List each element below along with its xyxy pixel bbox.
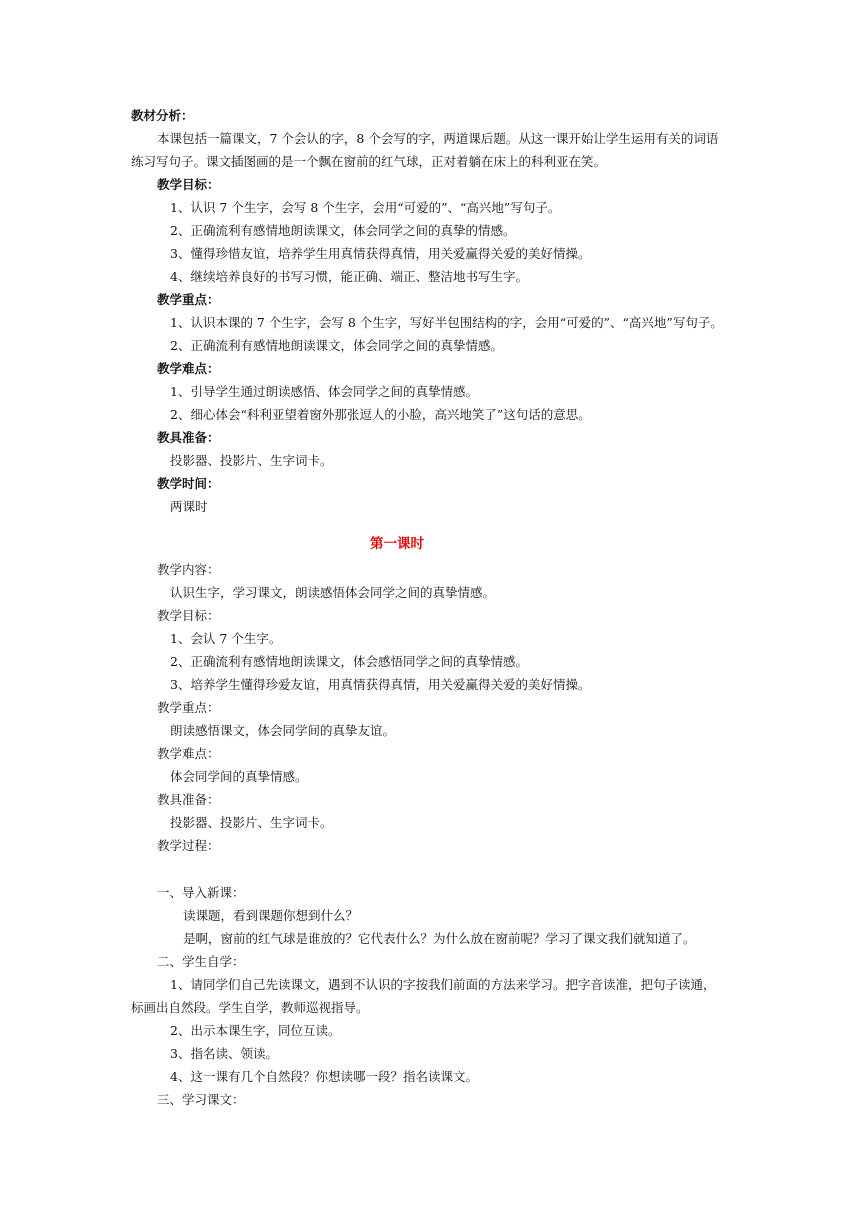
goal-item: 1、认识 7 个生字，会写 8 个生字，会用“可爱的”、“高兴地”写句子。 [170,200,561,215]
materials-heading: 教具准备： [157,430,220,445]
process-step2-item: 1、请同学们自己先读课文，遇到不认识的字按我们前面的方法来学习。把字音读准，把句子读通， [170,977,716,992]
lesson1-difficulty-text: 体会同学间的真挚情感。 [170,769,308,784]
lesson1-difficulty-heading: 教学难点： [157,746,220,761]
lesson1-process-heading: 教学过程： [157,838,220,853]
difficulty-item: 1、引导学生通过朗读感悟、体会同学之间的真挚情感。 [170,384,478,399]
lesson1-materials-heading: 教具准备： [157,792,220,807]
lesson1-content-heading: 教学内容： [157,562,220,577]
lesson1-key-heading: 教学重点： [157,700,220,715]
lesson1-materials-text: 投影器、投影片、生字词卡。 [170,815,333,830]
analysis-paragraph-line: 本课包括一篇课文，7 个会认的字，8 个会写的字，两道课后题。从这一课开始让学生运用有关的词语 [157,131,719,146]
lesson1-goals-heading: 教学目标： [157,608,220,623]
process-step2-item: 3、指名读、领读。 [170,1046,278,1061]
analysis-heading: 教材分析： [131,108,194,123]
goal-item: 4、继续培养良好的书写习惯，能正确、端正、整洁地书写生字。 [170,269,528,284]
key-point-item: 1、认识本课的 7 个生字，会写 8 个生字，写好半包围结构的字，会用“可爱的”、“高兴地”写句子。 [170,315,723,330]
materials-text: 投影器、投影片、生字词卡。 [170,453,333,468]
process-step3-heading: 三、学习课文： [157,1092,245,1107]
difficulty-item: 2、细心体会“科利亚望着窗外那张逗人的小脸，高兴地笑了”这句话的意思。 [170,407,591,422]
process-step2-item: 4、这一课有几个自然段？你想读哪一段？指名读课文。 [170,1069,478,1084]
key-points-heading: 教学重点： [157,292,220,307]
time-text: 两课时 [170,499,208,514]
key-point-item: 2、正确流利有感情地朗读课文，体会同学之间的真挚情感。 [170,338,503,353]
lesson1-goal-item: 3、培养学生懂得珍爱友谊，用真情获得真情，用关爱赢得关爱的美好情操。 [170,677,591,692]
goal-item: 2、正确流利有感情地朗读课文，体会同学之间的真挚的情感。 [170,223,516,238]
lesson1-title: 第一课时 [370,536,424,552]
process-step2-heading: 二、学生自学： [157,954,245,969]
process-step1-line: 读课题，看到课题你想到什么？ [183,908,359,923]
analysis-paragraph-line: 练习写句子。课文插图画的是一个飘在窗前的红气球，正对着躺在床上的科利亚在笑。 [131,154,607,169]
lesson1-key-text: 朗读感悟课文，体会同学间的真挚友谊。 [170,723,396,738]
process-step1-line: 是啊，窗前的红气球是谁放的？它代表什么？为什么放在窗前呢？学习了课文我们就知道了。 [183,931,696,946]
goals-heading: 教学目标： [157,177,220,192]
lesson1-goal-item: 1、会认 7 个生字。 [170,631,282,646]
process-step2-item-continuation: 标画出自然段。学生自学，教师巡视指导。 [131,1000,369,1015]
process-step1-heading: 一、导入新课： [157,885,245,900]
goal-item: 3、懂得珍惜友谊，培养学生用真情获得真情，用关爱赢得关爱的美好情操。 [170,246,591,261]
time-heading: 教学时间： [157,476,220,491]
process-step2-item: 2、出示本课生字，同位互读。 [170,1023,341,1038]
lesson1-content-text: 认识生字，学习课文，朗读感悟体会同学之间的真挚情感。 [170,585,496,600]
difficulties-heading: 教学难点： [157,361,220,376]
lesson1-goal-item: 2、正确流利有感情地朗读课文，体会感悟同学之间的真挚情感。 [170,654,528,669]
